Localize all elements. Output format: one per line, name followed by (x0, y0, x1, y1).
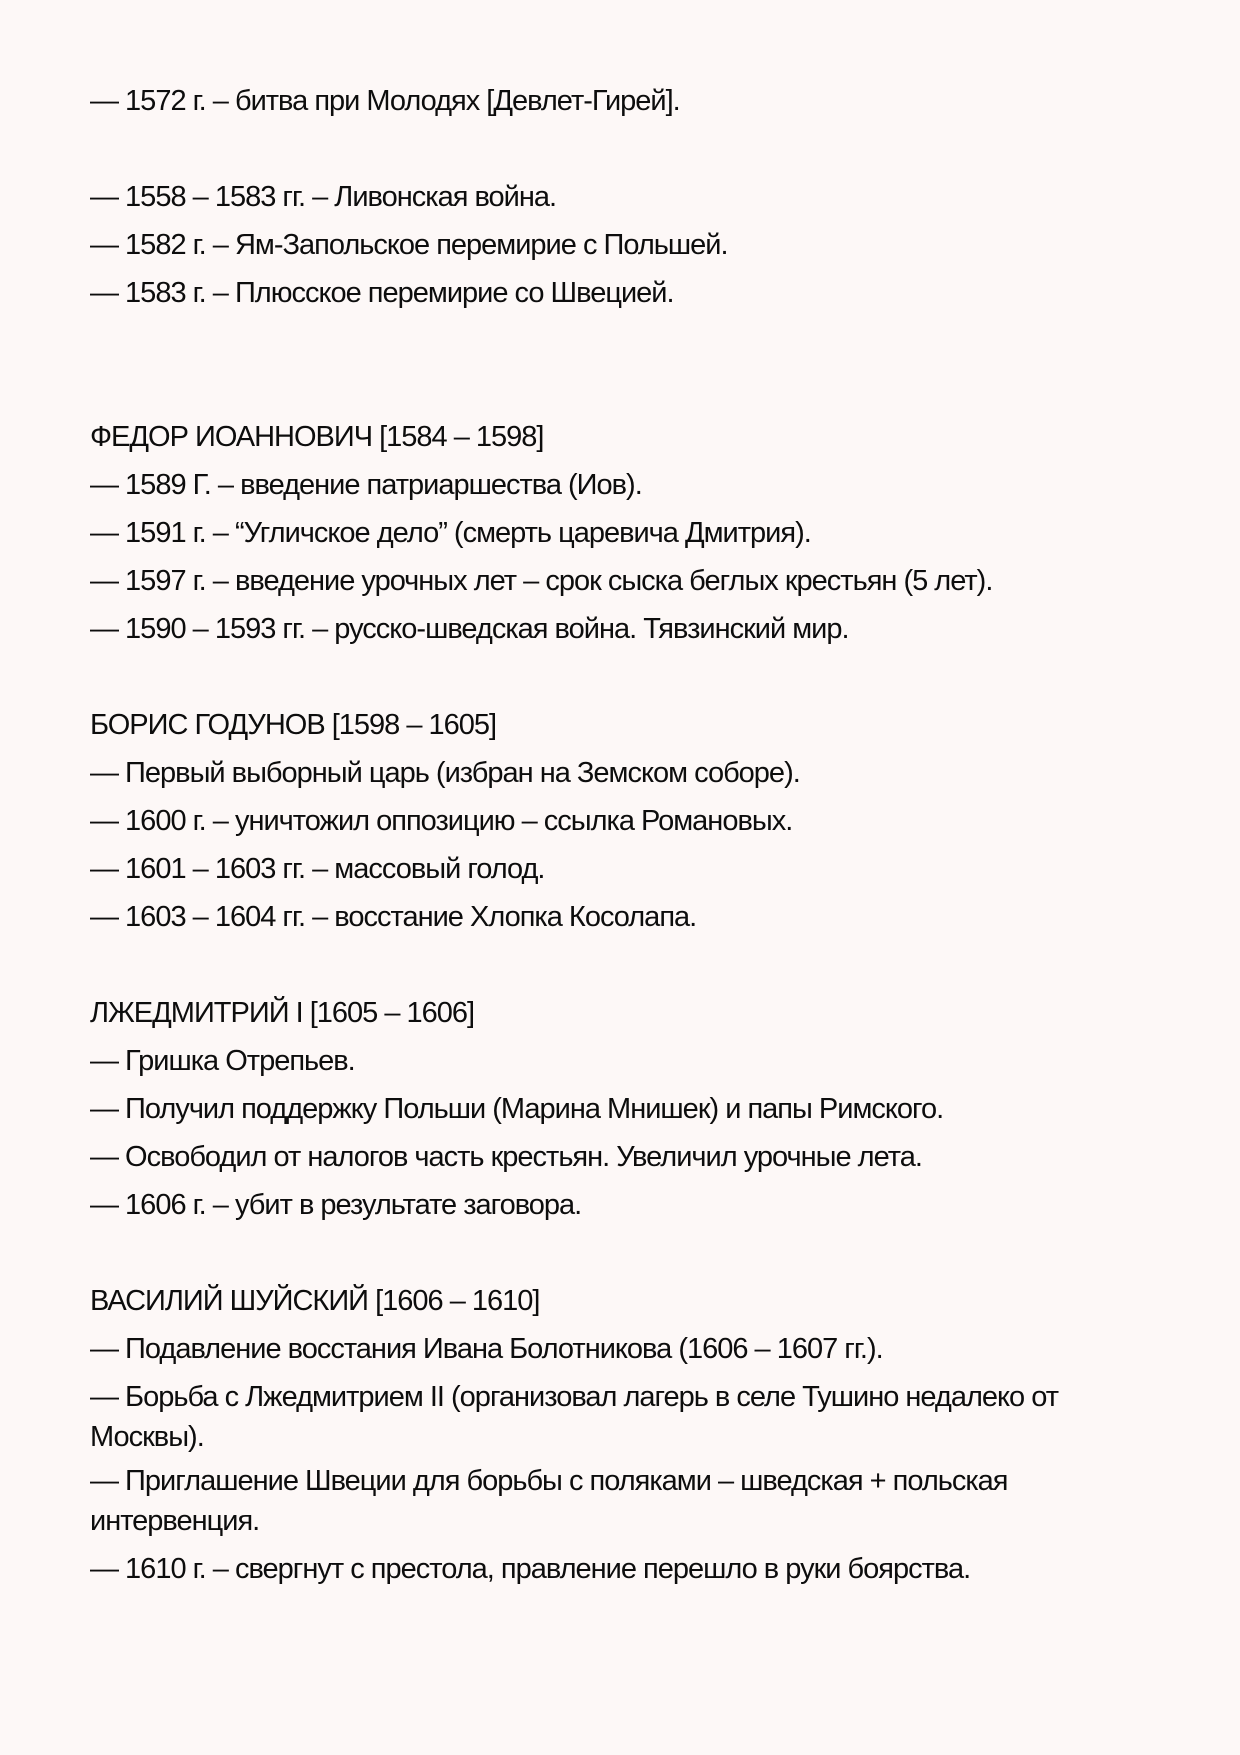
event-line: — 1610 г. – свергнут с престола, правление перешло в руки боярства. (90, 1553, 971, 1585)
section-heading-fedor: ФЕДОР ИОАННОВИЧ [1584 – 1598] (90, 421, 544, 453)
event-line: — 1582 г. – Ям-Запольское перемирие с Польшей. (90, 229, 728, 261)
spacer (90, 1229, 1150, 1277)
event-line: — 1591 г. – “Угличское дело” (смерть царевича Дмитрия). (90, 517, 811, 549)
spacer (90, 653, 1150, 701)
document-content (90, 77, 1150, 1593)
event-line: — Борьба с Лжедмитрием II (организовал лагерь в селе Тушино недалеко от Москвы). (90, 1381, 1058, 1453)
event-line: — 1606 г. – убит в результате заговора. (90, 1189, 582, 1221)
event-line: — Освободил от налогов часть крестьян. Увеличил урочные лета. (90, 1141, 922, 1173)
event-line: — 1597 г. – введение урочных лет – срок сыска беглых крестьян (5 лет). (90, 565, 993, 597)
event-line: — 1590 – 1593 гг. – русско-шведская война. Тявзинский мир. (90, 613, 849, 645)
event-line: — 1589 Г. – введение патриаршества (Иов). (90, 469, 642, 501)
section-heading-boris: БОРИС ГОДУНОВ [1598 – 1605] (90, 709, 497, 741)
spacer (90, 941, 1150, 989)
event-line: — 1601 – 1603 гг. – массовый голод. (90, 853, 545, 885)
event-line: — 1572 г. – битва при Молодях [Девлет-Гирей]. (90, 85, 680, 117)
spacer (90, 125, 1150, 173)
event-line: — Гришка Отрепьев. (90, 1045, 355, 1077)
event-line: — Подавление восстания Ивана Болотникова (1606 – 1607 гг.). (90, 1333, 883, 1365)
event-line: — 1583 г. – Плюсское перемирие со Швецией. (90, 277, 674, 309)
spacer (90, 317, 1150, 413)
event-line: — 1600 г. – уничтожил оппозицию – ссылка Романовых. (90, 805, 793, 837)
section-heading-lzhedmitry: ЛЖЕДМИТРИЙ I [1605 – 1606] (90, 997, 475, 1029)
event-line: — 1558 – 1583 гг. – Ливонская война. (90, 181, 557, 213)
event-line: — Первый выборный царь (избран на Земском соборе). (90, 757, 800, 789)
section-heading-shuisky: ВАСИЛИЙ ШУЙСКИЙ [1606 – 1610] (90, 1285, 540, 1317)
event-line: — 1603 – 1604 гг. – восстание Хлопка Косолапа. (90, 901, 697, 933)
event-line: — Приглашение Швеции для борьбы с поляками – шведская + польская интервенция. (90, 1465, 1008, 1537)
event-line: — Получил поддержку Польши (Марина Мнишек) и папы Римского. (90, 1093, 944, 1125)
